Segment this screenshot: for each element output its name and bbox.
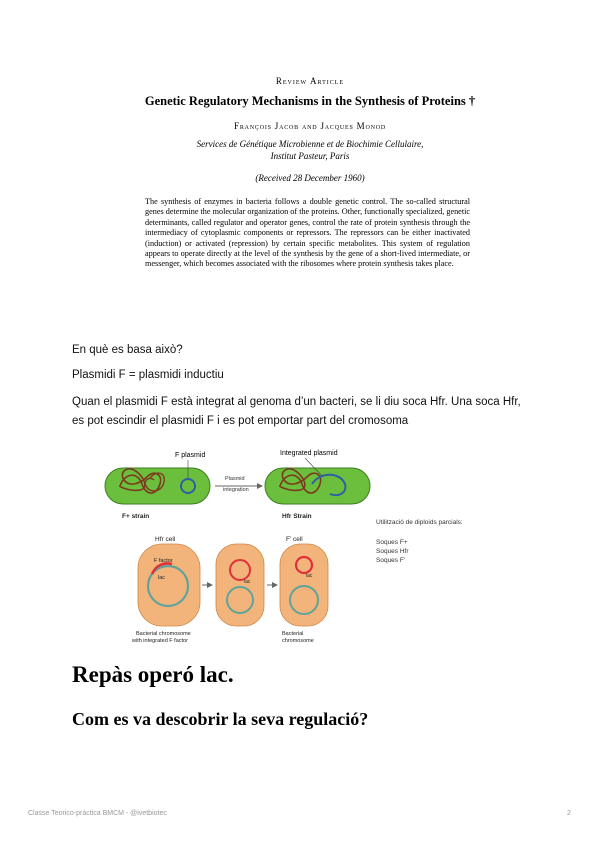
- integration-label-1: Plasmid: [225, 476, 245, 482]
- strain-hfr: Soques Hfr: [376, 548, 409, 555]
- affiliation-line-1: Services de Génétique Microbienne et de Biochimie Cellulaire,: [196, 139, 424, 149]
- hfr-explanation: Quan el plasmidi F està integrat al genoma d’un bacteri, se li diu soca Hfr. Una soca Hfr, es pot escindir el plasmidi F i es pot emportar part del cromosoma: [72, 396, 521, 427]
- diploid-title: Utilització de diploids parcials:: [376, 519, 463, 526]
- affiliation-line-2: Institut Pasteur, Paris: [270, 151, 350, 161]
- caption-left-2: with integrated F factor: [132, 638, 188, 644]
- strain-f-plus: Soques F+: [376, 539, 408, 546]
- question-text: En què es basa això?: [72, 344, 183, 356]
- hfr-cell-label: Hfr cell: [155, 536, 176, 543]
- article-title: Genetic Regulatory Mechanisms in the Synthesis of Proteins †: [144, 94, 476, 108]
- article-received-date: (Received 28 December 1960): [255, 173, 365, 183]
- hfr-strain-label: Hfr Strain: [282, 513, 312, 520]
- caption-left-1: Bacterial chromosome: [136, 631, 191, 637]
- plasmid-figure: [100, 440, 500, 650]
- subsection-heading: Com es va descobrir la seva regulació?: [72, 709, 369, 729]
- plasmid-definition: Plasmidi F = plasmidi inductiu: [72, 369, 224, 381]
- f-factor-label: F factor: [154, 558, 173, 564]
- strain-f-prime: Soques F’: [376, 557, 406, 564]
- section-heading: Repàs operó lac.: [72, 662, 234, 687]
- article-section-label: Review Article: [275, 76, 345, 86]
- lac-label-1: lac: [158, 575, 166, 581]
- f-plus-strain-label: F+ strain: [122, 513, 150, 520]
- f-prime-cell-label: F’ cell: [286, 536, 303, 543]
- f-plasmid-label: F plasmid: [175, 452, 206, 459]
- lac-label-2: lac: [244, 579, 251, 585]
- article-affiliation: [100, 138, 520, 162]
- caption-right-2: chromosome: [282, 638, 314, 644]
- integrated-plasmid-label: Integrated plasmid: [280, 450, 338, 457]
- integration-label-2: integration: [223, 487, 249, 493]
- page-number: 2: [567, 810, 571, 817]
- article-header: [100, 72, 520, 270]
- plasmid-diagram: [100, 440, 500, 650]
- caption-right-1: Bacterial: [282, 631, 304, 637]
- article-authors: François Jacob and Jacques Monod: [234, 121, 386, 131]
- article-abstract: The synthesis of enzymes in bacteria follows a double genetic control. The so-called structural genes determine the molecular organization of the proteins. Other, functionally specialized, genetic determinants, called regulator and operator genes, control the rate of protein synthesis through the intermediacy of cytoplasmic components or repressors. The repressors can be either inactivated (induction) or activated (repression) by certain specific metabolites. This system of regulation appears to operate directly at the level of the synthesis by the gene of a short-lived intermediate, or messenger, which becomes associated with the ribosomes where protein synthesis takes place.: [145, 197, 470, 269]
- lac-label-3: lac: [306, 573, 313, 579]
- page-footer: Classe Teorico-pràctica BMCM - @ivetbiotec: [28, 810, 167, 817]
